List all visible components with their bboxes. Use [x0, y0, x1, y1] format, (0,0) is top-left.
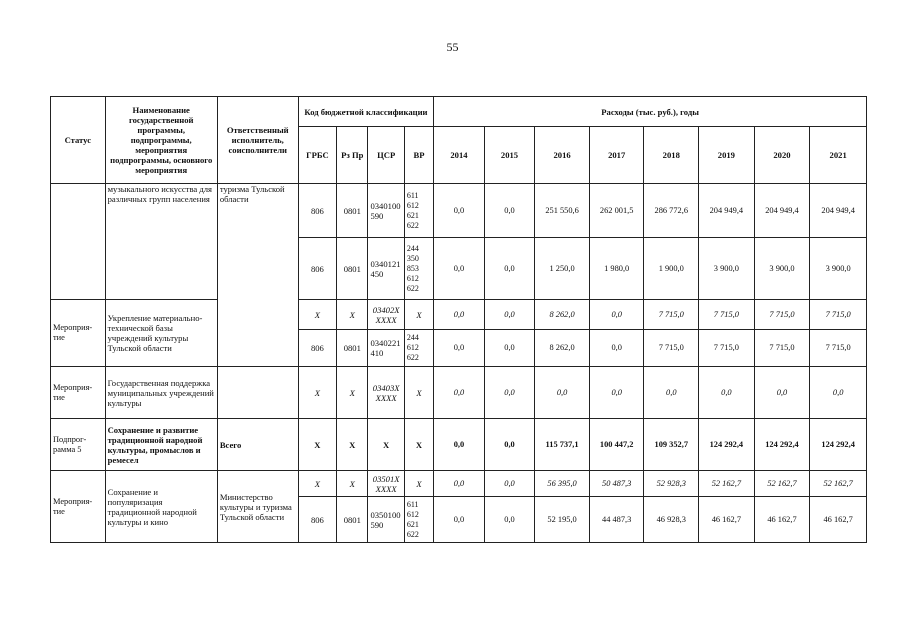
csr-cell: 03403XXXXX	[368, 367, 404, 419]
csr-cell: X	[368, 419, 404, 471]
vr-cell: X	[404, 419, 433, 471]
status-cell: Мероприя-тие	[51, 367, 106, 419]
value-cell: 1 250,0	[535, 238, 590, 300]
vr-cell: 244 612 622	[404, 330, 433, 367]
name-cell: Сохранение и развитие традиционной народной культуры, промыслов и ремесел	[105, 419, 217, 471]
rzpr-cell: 0801	[337, 184, 368, 238]
value-cell: 115 737,1	[535, 419, 590, 471]
col-vr: ВР	[404, 127, 433, 184]
table-row	[51, 367, 867, 419]
value-cell: 52 195,0	[535, 497, 590, 543]
value-cell: 3 900,0	[699, 238, 755, 300]
grbs-cell: 806	[298, 330, 336, 367]
value-cell: 204 949,4	[810, 184, 867, 238]
value-cell: 0,0	[434, 471, 485, 497]
value-cell: 0,0	[484, 419, 535, 471]
value-cell: 46 928,3	[644, 497, 699, 543]
status-cell: Мероприя-тие	[51, 300, 106, 367]
col-year: 2014	[434, 127, 485, 184]
grbs-cell: X	[298, 300, 336, 330]
value-cell: 0,0	[810, 367, 867, 419]
executor-cell: туризма Тульской области	[217, 184, 298, 367]
value-cell: 56 395,0	[535, 471, 590, 497]
vr-cell: 611 612 621 622	[404, 497, 433, 543]
value-cell: 3 900,0	[810, 238, 867, 300]
value-cell: 109 352,7	[644, 419, 699, 471]
value-cell: 100 447,2	[589, 419, 644, 471]
value-cell: 0,0	[589, 300, 644, 330]
vr-cell: X	[404, 471, 433, 497]
value-cell: 0,0	[589, 330, 644, 367]
value-cell: 7 715,0	[644, 330, 699, 367]
vr-cell: 244 350 853 612 622	[404, 238, 433, 300]
col-year: 2020	[754, 127, 810, 184]
value-cell: 7 715,0	[644, 300, 699, 330]
value-cell: 0,0	[754, 367, 810, 419]
value-cell: 8 262,0	[535, 330, 590, 367]
value-cell: 0,0	[589, 367, 644, 419]
value-cell: 7 715,0	[754, 330, 810, 367]
executor-cell: Министерство культуры и туризма Тульской области	[217, 471, 298, 543]
csr-cell: 0340100590	[368, 184, 404, 238]
value-cell: 46 162,7	[754, 497, 810, 543]
value-cell: 262 001,5	[589, 184, 644, 238]
name-cell: Государственная поддержка муниципальных учреждений культуры	[105, 367, 217, 419]
value-cell: 1 900,0	[644, 238, 699, 300]
value-cell: 0,0	[434, 497, 485, 543]
grbs-cell: 806	[298, 238, 336, 300]
value-cell: 1 980,0	[589, 238, 644, 300]
value-cell: 0,0	[484, 238, 535, 300]
vr-cell: X	[404, 300, 433, 330]
col-year: 2018	[644, 127, 699, 184]
value-cell: 52 162,7	[810, 471, 867, 497]
grbs-cell: X	[298, 367, 336, 419]
value-cell: 286 772,6	[644, 184, 699, 238]
value-cell: 0,0	[434, 330, 485, 367]
header-row-1	[51, 97, 867, 127]
value-cell: 251 550,6	[535, 184, 590, 238]
csr-cell: 0340221410	[368, 330, 404, 367]
executor-cell: Всего	[217, 419, 298, 471]
value-cell: 46 162,7	[699, 497, 755, 543]
value-cell: 0,0	[434, 419, 485, 471]
rzpr-cell: X	[337, 471, 368, 497]
table-row	[51, 184, 867, 238]
value-cell: 3 900,0	[754, 238, 810, 300]
value-cell: 7 715,0	[810, 300, 867, 330]
col-csr: ЦСР	[368, 127, 404, 184]
value-cell: 0,0	[644, 367, 699, 419]
value-cell: 0,0	[699, 367, 755, 419]
value-cell: 0,0	[484, 300, 535, 330]
name-cell: Сохранение и популяризация традиционной народной культуры и кино	[105, 471, 217, 543]
col-grbs: ГРБС	[298, 127, 336, 184]
name-cell: музыкального искусства для различных групп населения	[105, 184, 217, 300]
col-year: 2015	[484, 127, 535, 184]
value-cell: 8 262,0	[535, 300, 590, 330]
vr-cell: 611 612 621 622	[404, 184, 433, 238]
rzpr-cell: X	[337, 300, 368, 330]
col-year: 2021	[810, 127, 867, 184]
csr-cell: 03501XXXXX	[368, 471, 404, 497]
value-cell: 0,0	[484, 471, 535, 497]
csr-cell: 03402XXXXX	[368, 300, 404, 330]
table-row	[51, 471, 867, 497]
value-cell: 124 292,4	[810, 419, 867, 471]
rzpr-cell: X	[337, 367, 368, 419]
value-cell: 52 928,3	[644, 471, 699, 497]
value-cell: 7 715,0	[754, 300, 810, 330]
value-cell: 52 162,7	[754, 471, 810, 497]
executor-cell	[217, 367, 298, 419]
col-budget-code: Код бюджетной классификации	[298, 97, 434, 127]
grbs-cell: 806	[298, 497, 336, 543]
value-cell: 0,0	[434, 238, 485, 300]
value-cell: 204 949,4	[699, 184, 755, 238]
vr-cell: X	[404, 367, 433, 419]
value-cell: 52 162,7	[699, 471, 755, 497]
csr-cell: 0340121450	[368, 238, 404, 300]
grbs-cell: X	[298, 471, 336, 497]
value-cell: 0,0	[484, 330, 535, 367]
csr-cell: 0350100590	[368, 497, 404, 543]
col-status: Статус	[51, 97, 106, 184]
col-year: 2017	[589, 127, 644, 184]
col-year: 2019	[699, 127, 755, 184]
rzpr-cell: 0801	[337, 238, 368, 300]
value-cell: 0,0	[484, 367, 535, 419]
value-cell: 204 949,4	[754, 184, 810, 238]
table-row	[51, 419, 867, 471]
budget-table	[50, 96, 867, 543]
col-expenses: Расходы (тыс. руб.), годы	[434, 97, 867, 127]
value-cell: 7 715,0	[699, 330, 755, 367]
table-row	[51, 300, 867, 330]
grbs-cell: 806	[298, 184, 336, 238]
col-executor: Ответственный исполнитель, соисполнители	[217, 97, 298, 184]
value-cell: 7 715,0	[699, 300, 755, 330]
value-cell: 124 292,4	[699, 419, 755, 471]
value-cell: 0,0	[434, 367, 485, 419]
col-year: 2016	[535, 127, 590, 184]
value-cell: 46 162,7	[810, 497, 867, 543]
grbs-cell: X	[298, 419, 336, 471]
value-cell: 124 292,4	[754, 419, 810, 471]
name-cell: Укрепление материально-технической базы учреждений культуры Тульской области	[105, 300, 217, 367]
status-cell: Мероприя-тие	[51, 471, 106, 543]
rzpr-cell: 0801	[337, 330, 368, 367]
value-cell: 0,0	[434, 300, 485, 330]
value-cell: 0,0	[484, 184, 535, 238]
col-rzpr: Рз Пр	[337, 127, 368, 184]
status-cell: Подпрог-рамма 5	[51, 419, 106, 471]
value-cell: 0,0	[535, 367, 590, 419]
rzpr-cell: X	[337, 419, 368, 471]
value-cell: 7 715,0	[810, 330, 867, 367]
value-cell: 0,0	[484, 497, 535, 543]
value-cell: 44 487,3	[589, 497, 644, 543]
value-cell: 0,0	[434, 184, 485, 238]
rzpr-cell: 0801	[337, 497, 368, 543]
status-cell	[51, 184, 106, 300]
col-name: Наименование государственной программы, подпрограммы, мероприятия подпрограммы, основного мероприятия	[105, 97, 217, 184]
page-number: 55	[446, 40, 459, 54]
value-cell: 50 487,3	[589, 471, 644, 497]
